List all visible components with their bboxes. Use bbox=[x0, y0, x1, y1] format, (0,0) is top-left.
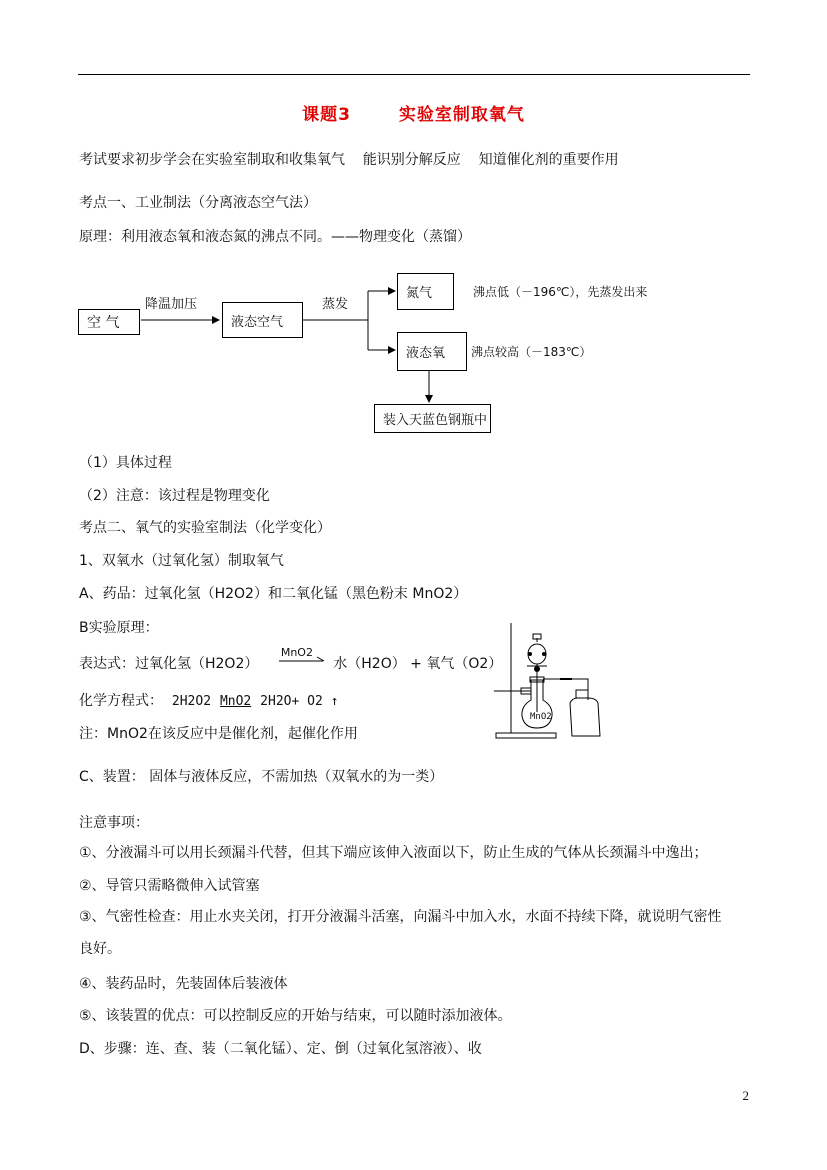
point1-heading: 考点一、工业制法（分离液态空气法） bbox=[79, 195, 317, 211]
caution-4: ④、装药品时，先装固体后装液体 bbox=[79, 976, 288, 992]
equation-products: 2H2O+ O2 ↑ bbox=[260, 694, 339, 709]
box-liquid-air: 液态空气 bbox=[222, 302, 303, 338]
oxygen-note: 沸点较高（－183℃） bbox=[471, 345, 592, 359]
requirement-1: 考试要求初步学会在实验室制取和收集氧气 bbox=[79, 152, 345, 168]
caution-3: ③、气密性检查：用止水夹关闭，打开分液漏斗活塞，向漏斗中加入水，水面不持续下降，就说明气密性 bbox=[79, 909, 722, 925]
procedure-steps: D、步骤：连、查、装（二氧化锰）、定、倒（过氧化氢溶液）、收 bbox=[79, 1041, 482, 1057]
requirement-2: 能识别分解反应 bbox=[362, 152, 461, 168]
caution-5: ⑤、该装置的优点：可以控制反应的开始与结束，可以随时添加液体。 bbox=[79, 1008, 512, 1024]
box-air: 空 气 bbox=[78, 309, 140, 335]
caution-1: ①、分液漏斗可以用长颈漏斗代替，但其下端应该伸入液面以下，防止生成的气体从长颈漏斗中逸出； bbox=[79, 845, 708, 861]
label-cool-compress: 降温加压 bbox=[145, 297, 198, 312]
box-storage-cylinder: 装入天蓝色钢瓶中 bbox=[374, 404, 491, 433]
apparatus-description: C、装置： 固体与液体反应，不需加热（双氧水的为一类） bbox=[79, 769, 444, 785]
caution-2: ②、导管只需略微伸入试管塞 bbox=[79, 878, 260, 894]
point2-heading: 考点二、氧气的实验室制法（化学变化） bbox=[79, 520, 331, 536]
point1-item-2: （2）注意：该过程是物理变化 bbox=[79, 488, 270, 504]
flask-catalyst-label: MnO2 bbox=[530, 712, 552, 722]
expr-reactant: 表达式：过氧化氢（H2O2） bbox=[79, 656, 259, 672]
caution-3-cont: 良好。 bbox=[79, 941, 121, 957]
expr-catalyst: MnO2 bbox=[280, 646, 313, 659]
point2-sub1: 1、双氧水（过氧化氢）制取氧气 bbox=[79, 553, 284, 569]
point1-item-1: （1）具体过程 bbox=[79, 455, 172, 471]
page-number: 2 bbox=[742, 1088, 749, 1103]
box-liquid-oxygen: 液态氧 bbox=[397, 332, 467, 371]
expr-products: 水（H2O） + 氧气（O2） bbox=[333, 656, 503, 672]
label-evaporate: 蒸发 bbox=[322, 297, 349, 312]
cautions-heading: 注意事项： bbox=[79, 815, 149, 831]
requirement-3: 知道催化剂的重要作用 bbox=[478, 152, 619, 168]
catalyst-note: 注：MnO2在该反应中是催化剂，起催化作用 bbox=[79, 726, 358, 742]
title-lesson: 课题3 bbox=[302, 105, 351, 125]
point1-principle: 原理：利用液态氧和液态氮的沸点不同。——物理变化（蒸馏） bbox=[79, 229, 471, 245]
title-topic: 实验室制取氧气 bbox=[398, 105, 525, 125]
equation-reactant: 2H2O2 bbox=[171, 694, 212, 709]
nitrogen-note: 沸点低（－196℃），先蒸发出来 bbox=[473, 285, 648, 299]
box-nitrogen: 氮气 bbox=[397, 273, 454, 310]
point2-principle-label: B实验原理： bbox=[79, 620, 159, 636]
point2-reagents: A、药品：过氧化氢（H2O2）和二氧化锰（黑色粉末 MnO2） bbox=[79, 586, 468, 602]
equation-catalyst: MnO2 bbox=[219, 694, 252, 709]
equation-label: 化学方程式： bbox=[79, 693, 163, 709]
